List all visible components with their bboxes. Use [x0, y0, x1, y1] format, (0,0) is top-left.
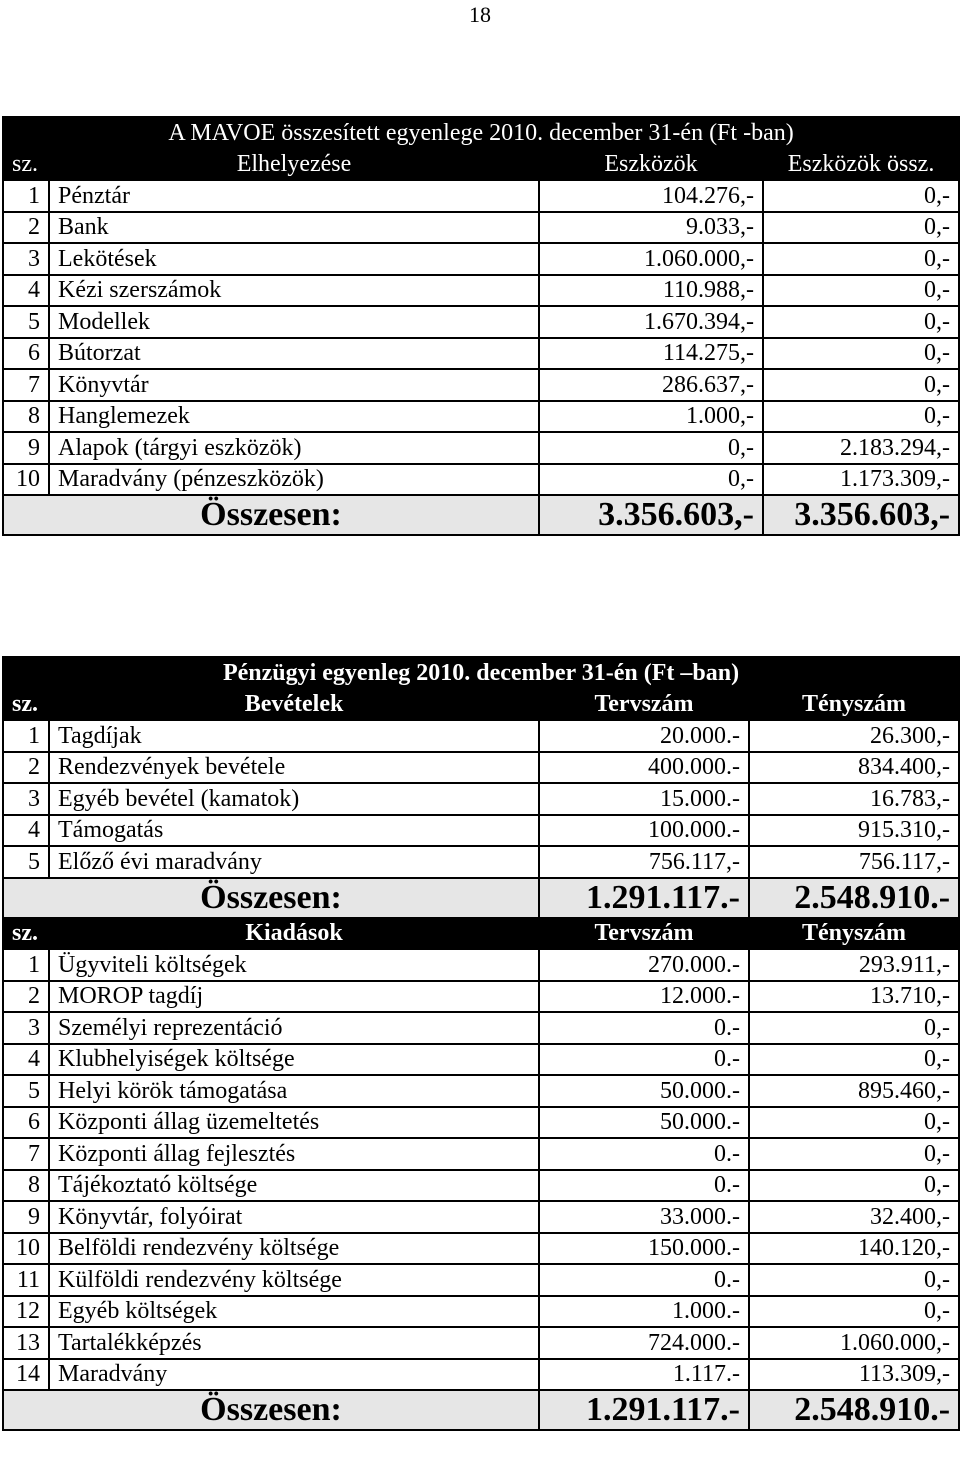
row-name: Központi állag fejlesztés [49, 1138, 539, 1170]
row-number: 6 [3, 1107, 49, 1139]
table-row [3, 306, 959, 338]
total-ossz: 3.356.603,- [763, 495, 959, 535]
table-row [3, 212, 959, 244]
row-name: Személyi reprezentáció [49, 1012, 539, 1044]
total-eszkozok: 3.356.603,- [539, 495, 763, 535]
header-eszkozok: Eszközök [539, 149, 763, 181]
row-name: Rendezvények bevétele [49, 752, 539, 784]
assets-header-row [3, 149, 959, 181]
header-category: Kiadások [49, 918, 539, 950]
row-tervszam: 270.000.- [539, 949, 749, 981]
header-tervszam: Tervszám [539, 918, 749, 950]
table-row [3, 1233, 959, 1265]
row-tenyszam: 293.911,- [749, 949, 959, 981]
table-row [3, 720, 959, 752]
table-row [3, 275, 959, 307]
row-number: 14 [3, 1359, 49, 1391]
row-number: 6 [3, 338, 49, 370]
row-tenyszam: 0,- [749, 1012, 959, 1044]
row-number: 1 [3, 949, 49, 981]
expense-header-row [3, 918, 959, 950]
row-number: 9 [3, 432, 49, 464]
table-row [3, 846, 959, 878]
page-number: 18 [469, 2, 491, 27]
row-name: Külföldi rendezvény költsége [49, 1264, 539, 1296]
finance-table [2, 656, 960, 1431]
finance-title: Pénzügyi egyenleg 2010. december 31-én (Ft –ban) [3, 657, 959, 689]
row-ossz: 0,- [763, 401, 959, 433]
assets-title-row [3, 117, 959, 149]
row-number: 5 [3, 1075, 49, 1107]
row-name: MOROP tagdíj [49, 981, 539, 1013]
table-row [3, 815, 959, 847]
row-number: 10 [3, 464, 49, 496]
row-tervszam: 20.000.- [539, 720, 749, 752]
header-no: sz. [3, 918, 49, 950]
row-number: 12 [3, 1296, 49, 1328]
row-name: Egyéb bevétel (kamatok) [49, 783, 539, 815]
row-name: Belföldi rendezvény költsége [49, 1233, 539, 1265]
row-number: 8 [3, 401, 49, 433]
table-row [3, 338, 959, 370]
row-tenyszam: 0,- [749, 1170, 959, 1202]
row-ossz: 0,- [763, 275, 959, 307]
total-tenyszam: 2.548.910.- [749, 878, 959, 918]
row-number: 1 [3, 180, 49, 212]
total-tenyszam: 2.548.910.- [749, 1390, 959, 1430]
assets-table [2, 116, 960, 536]
row-ossz: 0,- [763, 369, 959, 401]
row-tervszam: 12.000.- [539, 981, 749, 1013]
row-name: Tartalékképzés [49, 1327, 539, 1359]
row-name: Egyéb költségek [49, 1296, 539, 1328]
row-eszkozok: 9.033,- [539, 212, 763, 244]
row-name: Könyvtár [49, 369, 539, 401]
row-tervszam: 1.000.- [539, 1296, 749, 1328]
income-total-row [3, 878, 959, 918]
row-name: Előző évi maradvány [49, 846, 539, 878]
row-name: Támogatás [49, 815, 539, 847]
table-row [3, 180, 959, 212]
row-ossz: 0,- [763, 180, 959, 212]
header-no: sz. [3, 689, 49, 721]
row-ossz: 2.183.294,- [763, 432, 959, 464]
row-name: Kézi szerszámok [49, 275, 539, 307]
total-label: Összesen: [3, 495, 539, 535]
row-tenyszam: 13.710,- [749, 981, 959, 1013]
row-tervszam: 100.000.- [539, 815, 749, 847]
header-category: Bevételek [49, 689, 539, 721]
row-eszkozok: 286.637,- [539, 369, 763, 401]
header-tervszam: Tervszám [539, 689, 749, 721]
row-eszkozok: 1.670.394,- [539, 306, 763, 338]
header-elhelyezese: Elhelyezése [49, 149, 539, 181]
expense-total-row [3, 1390, 959, 1430]
table-row [3, 369, 959, 401]
row-number: 4 [3, 1044, 49, 1076]
row-name: Pénztár [49, 180, 539, 212]
row-name: Tagdíjak [49, 720, 539, 752]
row-number: 7 [3, 1138, 49, 1170]
total-tervszam: 1.291.117.- [539, 878, 749, 918]
row-name: Könyvtár, folyóirat [49, 1201, 539, 1233]
row-name: Maradvány [49, 1359, 539, 1391]
row-name: Lekötések [49, 243, 539, 275]
row-number: 2 [3, 212, 49, 244]
row-name: Helyi körök támogatása [49, 1075, 539, 1107]
table-row [3, 1170, 959, 1202]
row-name: Bútorzat [49, 338, 539, 370]
table-row [3, 432, 959, 464]
row-tenyszam: 834.400,- [749, 752, 959, 784]
total-label: Összesen: [3, 878, 539, 918]
row-tenyszam: 0,- [749, 1138, 959, 1170]
row-eszkozok: 0,- [539, 432, 763, 464]
row-name: Klubhelyiségek költsége [49, 1044, 539, 1076]
row-name: Maradvány (pénzeszközök) [49, 464, 539, 496]
row-tenyszam: 32.400,- [749, 1201, 959, 1233]
table-row [3, 783, 959, 815]
table-row [3, 1264, 959, 1296]
row-tenyszam: 915.310,- [749, 815, 959, 847]
header-no: sz. [3, 149, 49, 181]
row-tervszam: 724.000.- [539, 1327, 749, 1359]
table-row [3, 1138, 959, 1170]
table-row [3, 1044, 959, 1076]
row-tervszam: 0.- [539, 1264, 749, 1296]
row-tervszam: 0.- [539, 1170, 749, 1202]
table-row [3, 1201, 959, 1233]
row-number: 9 [3, 1201, 49, 1233]
row-tervszam: 0.- [539, 1012, 749, 1044]
row-number: 3 [3, 783, 49, 815]
row-number: 13 [3, 1327, 49, 1359]
row-eszkozok: 0,- [539, 464, 763, 496]
row-ossz: 0,- [763, 243, 959, 275]
table-row [3, 401, 959, 433]
row-tenyszam: 0,- [749, 1296, 959, 1328]
table-row [3, 1075, 959, 1107]
row-tenyszam: 16.783,- [749, 783, 959, 815]
row-tervszam: 1.117.- [539, 1359, 749, 1391]
row-tenyszam: 113.309,- [749, 1359, 959, 1391]
row-eszkozok: 1.000,- [539, 401, 763, 433]
row-number: 4 [3, 275, 49, 307]
header-tenyszam: Tényszám [749, 689, 959, 721]
income-header-row [3, 689, 959, 721]
row-number: 2 [3, 981, 49, 1013]
row-ossz: 1.173.309,- [763, 464, 959, 496]
row-number: 3 [3, 1012, 49, 1044]
finance-title-row [3, 657, 959, 689]
row-number: 4 [3, 815, 49, 847]
row-tenyszam: 756.117,- [749, 846, 959, 878]
row-tenyszam: 0,- [749, 1264, 959, 1296]
total-tervszam: 1.291.117.- [539, 1390, 749, 1430]
table-row [3, 464, 959, 496]
total-label: Összesen: [3, 1390, 539, 1430]
row-ossz: 0,- [763, 306, 959, 338]
table-row [3, 1327, 959, 1359]
row-eszkozok: 1.060.000,- [539, 243, 763, 275]
row-ossz: 0,- [763, 212, 959, 244]
row-tervszam: 50.000.- [539, 1075, 749, 1107]
header-tenyszam: Tényszám [749, 918, 959, 950]
assets-total-row [3, 495, 959, 535]
header-eszkozok-ossz: Eszközök össz. [763, 149, 959, 181]
row-tervszam: 50.000.- [539, 1107, 749, 1139]
row-name: Ügyviteli költségek [49, 949, 539, 981]
row-name: Modellek [49, 306, 539, 338]
row-number: 5 [3, 306, 49, 338]
row-tenyszam: 895.460,- [749, 1075, 959, 1107]
row-tenyszam: 140.120,- [749, 1233, 959, 1265]
row-name: Központi állag üzemeltetés [49, 1107, 539, 1139]
row-tervszam: 0.- [539, 1044, 749, 1076]
row-eszkozok: 114.275,- [539, 338, 763, 370]
row-tervszam: 756.117,- [539, 846, 749, 878]
table-row [3, 243, 959, 275]
row-number: 8 [3, 1170, 49, 1202]
row-number: 11 [3, 1264, 49, 1296]
table-row [3, 981, 959, 1013]
table-row [3, 1296, 959, 1328]
row-ossz: 0,- [763, 338, 959, 370]
row-tenyszam: 26.300,- [749, 720, 959, 752]
table-row [3, 1107, 959, 1139]
row-tervszam: 150.000.- [539, 1233, 749, 1265]
table-row [3, 949, 959, 981]
row-tervszam: 400.000.- [539, 752, 749, 784]
row-number: 5 [3, 846, 49, 878]
row-tervszam: 15.000.- [539, 783, 749, 815]
row-name: Tájékoztató költsége [49, 1170, 539, 1202]
table-row [3, 1359, 959, 1391]
row-tenyszam: 0,- [749, 1044, 959, 1076]
row-name: Hanglemezek [49, 401, 539, 433]
row-number: 2 [3, 752, 49, 784]
table-row [3, 1012, 959, 1044]
row-number: 1 [3, 720, 49, 752]
row-tenyszam: 1.060.000,- [749, 1327, 959, 1359]
row-number: 10 [3, 1233, 49, 1265]
table-row [3, 752, 959, 784]
row-eszkozok: 110.988,- [539, 275, 763, 307]
row-tervszam: 33.000.- [539, 1201, 749, 1233]
row-eszkozok: 104.276,- [539, 180, 763, 212]
row-name: Bank [49, 212, 539, 244]
row-tenyszam: 0,- [749, 1107, 959, 1139]
assets-title: A MAVOE összesített egyenlege 2010. december 31-én (Ft -ban) [3, 117, 959, 149]
row-name: Alapok (tárgyi eszközök) [49, 432, 539, 464]
row-number: 7 [3, 369, 49, 401]
row-tervszam: 0.- [539, 1138, 749, 1170]
row-number: 3 [3, 243, 49, 275]
